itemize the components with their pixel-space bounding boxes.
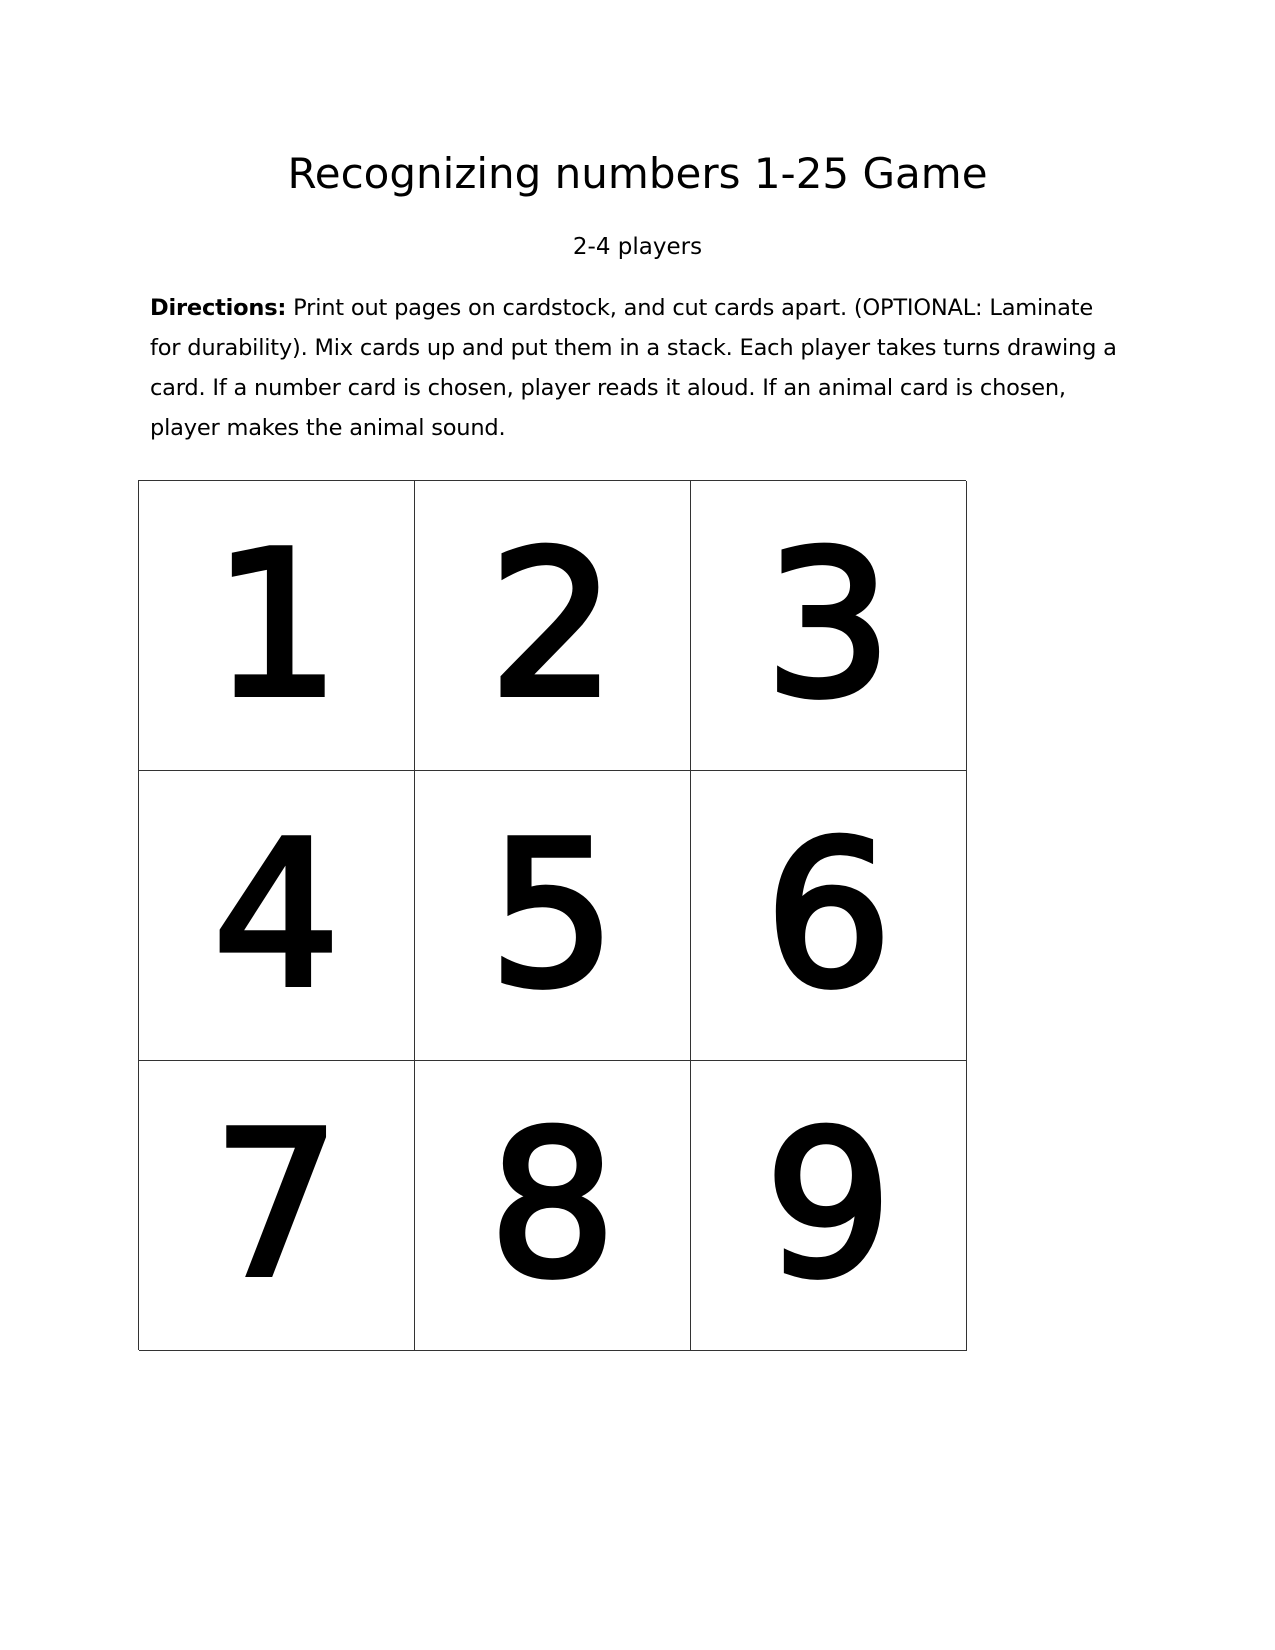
number-card: [415, 1061, 691, 1351]
card-number: 4: [212, 798, 341, 1032]
page-title: Recognizing numbers 1-25 Game: [287, 149, 988, 198]
card-number: 2: [488, 508, 617, 742]
player-count: 2-4 players: [572, 234, 703, 260]
card-number: 6: [764, 798, 893, 1032]
directions-text: Print out pages on cardstock, and cut cards apart. (OPTIONAL: Laminate for durability). Mix cards up and put them in a stack. Each player takes turns drawing a card. If a number card is chosen, player reads it aloud. If an animal card is chosen, player makes the animal sound.: [150, 295, 1117, 441]
number-card: [691, 1061, 967, 1351]
number-card: [139, 481, 415, 771]
number-card: [415, 771, 691, 1061]
card-number: 7: [212, 1088, 341, 1322]
card-number: 1: [212, 508, 341, 742]
card-number: 3: [764, 508, 893, 742]
number-card: [139, 1061, 415, 1351]
number-card: [691, 771, 967, 1061]
card-number: 9: [764, 1088, 893, 1322]
directions-label: Directions:: [150, 295, 287, 321]
card-number: 8: [488, 1088, 617, 1322]
number-card-grid: [138, 480, 966, 1350]
number-card: [691, 481, 967, 771]
number-card: [139, 771, 415, 1061]
number-card: [415, 481, 691, 771]
card-number: 5: [488, 798, 617, 1032]
directions-paragraph: [150, 288, 1130, 448]
